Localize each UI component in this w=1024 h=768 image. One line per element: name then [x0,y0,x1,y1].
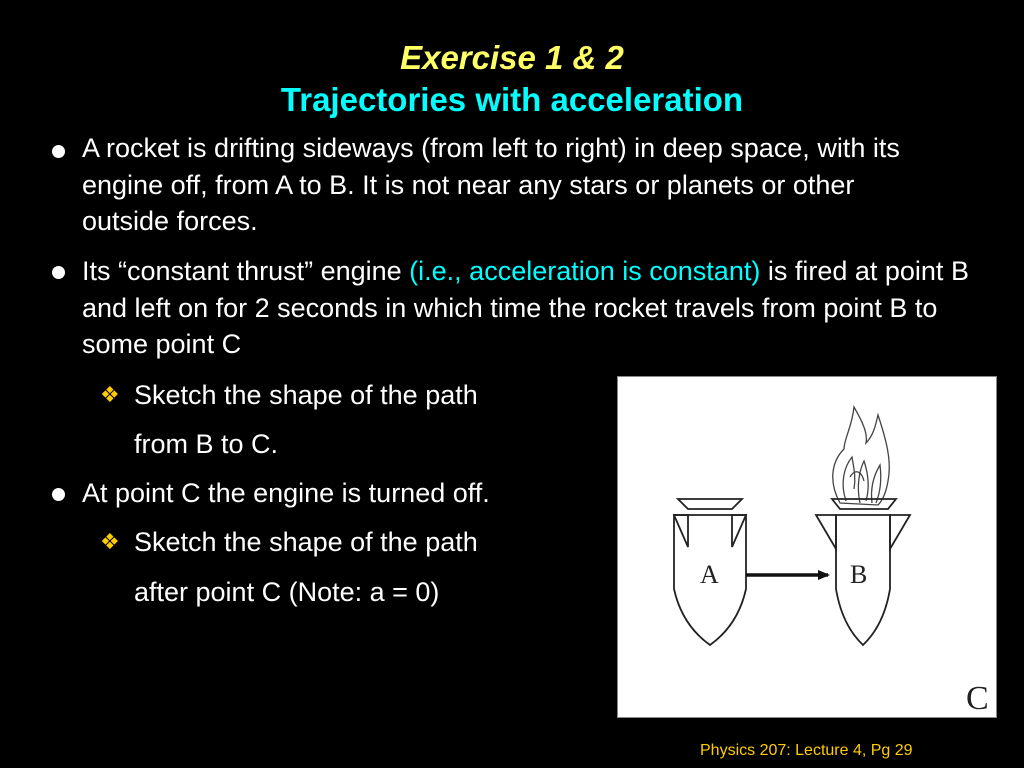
label-a: A [700,560,719,589]
bullet-2-text-before: Its “constant thrust” engine [82,256,410,286]
bullet-dot [52,266,65,279]
slide-title: Exercise 1 & 2 [400,39,624,76]
subbullet-1 [100,377,478,413]
bullet-dot [52,145,65,158]
subbullet-1-line1: Sketch the shape of the path [134,380,478,410]
flame-icon [833,407,890,505]
rocket-b-fin-right [890,515,910,549]
bullet-dot [52,488,65,501]
bullet-1-text: A rocket is drifting sideways (from left to right) in deep space, with its engine off, from A to B. It is not near any stars or planets or other outside forces. [82,133,900,236]
diamond-icon: ❖ [100,382,120,407]
bullet-2-highlight: (i.e., acceleration is constant) [409,256,761,286]
bullet-3-text: At point C the engine is turned off. [82,478,490,508]
subbullet-2 [100,524,478,560]
rocket-diagram [617,376,997,718]
subbullet-1-line2: from B to C. [134,429,279,459]
rocket-a-nozzle [678,499,742,509]
subbullet-2-line2: after point C (Note: a = 0) [134,577,440,607]
bullet-2-text-after: is fired at point B and left on for 2 seconds in which time the rocket travels from point B to some point C [82,256,969,359]
rocket-a-fin-left [674,515,688,547]
slide-subtitle: Trajectories with acceleration [280,81,744,118]
rocket-b-fin-left [816,515,836,549]
bullet-2-text [82,253,992,363]
rocket-diagram-svg [618,377,996,717]
diamond-icon: ❖ [100,529,120,554]
footer-page-label: Physics 207: Lecture 4, Pg 29 [700,742,913,759]
rocket-a-fin-right [732,515,746,547]
label-b: B [850,560,868,589]
subbullet-2-line1: Sketch the shape of the path [134,527,478,557]
label-c: C [966,680,989,717]
